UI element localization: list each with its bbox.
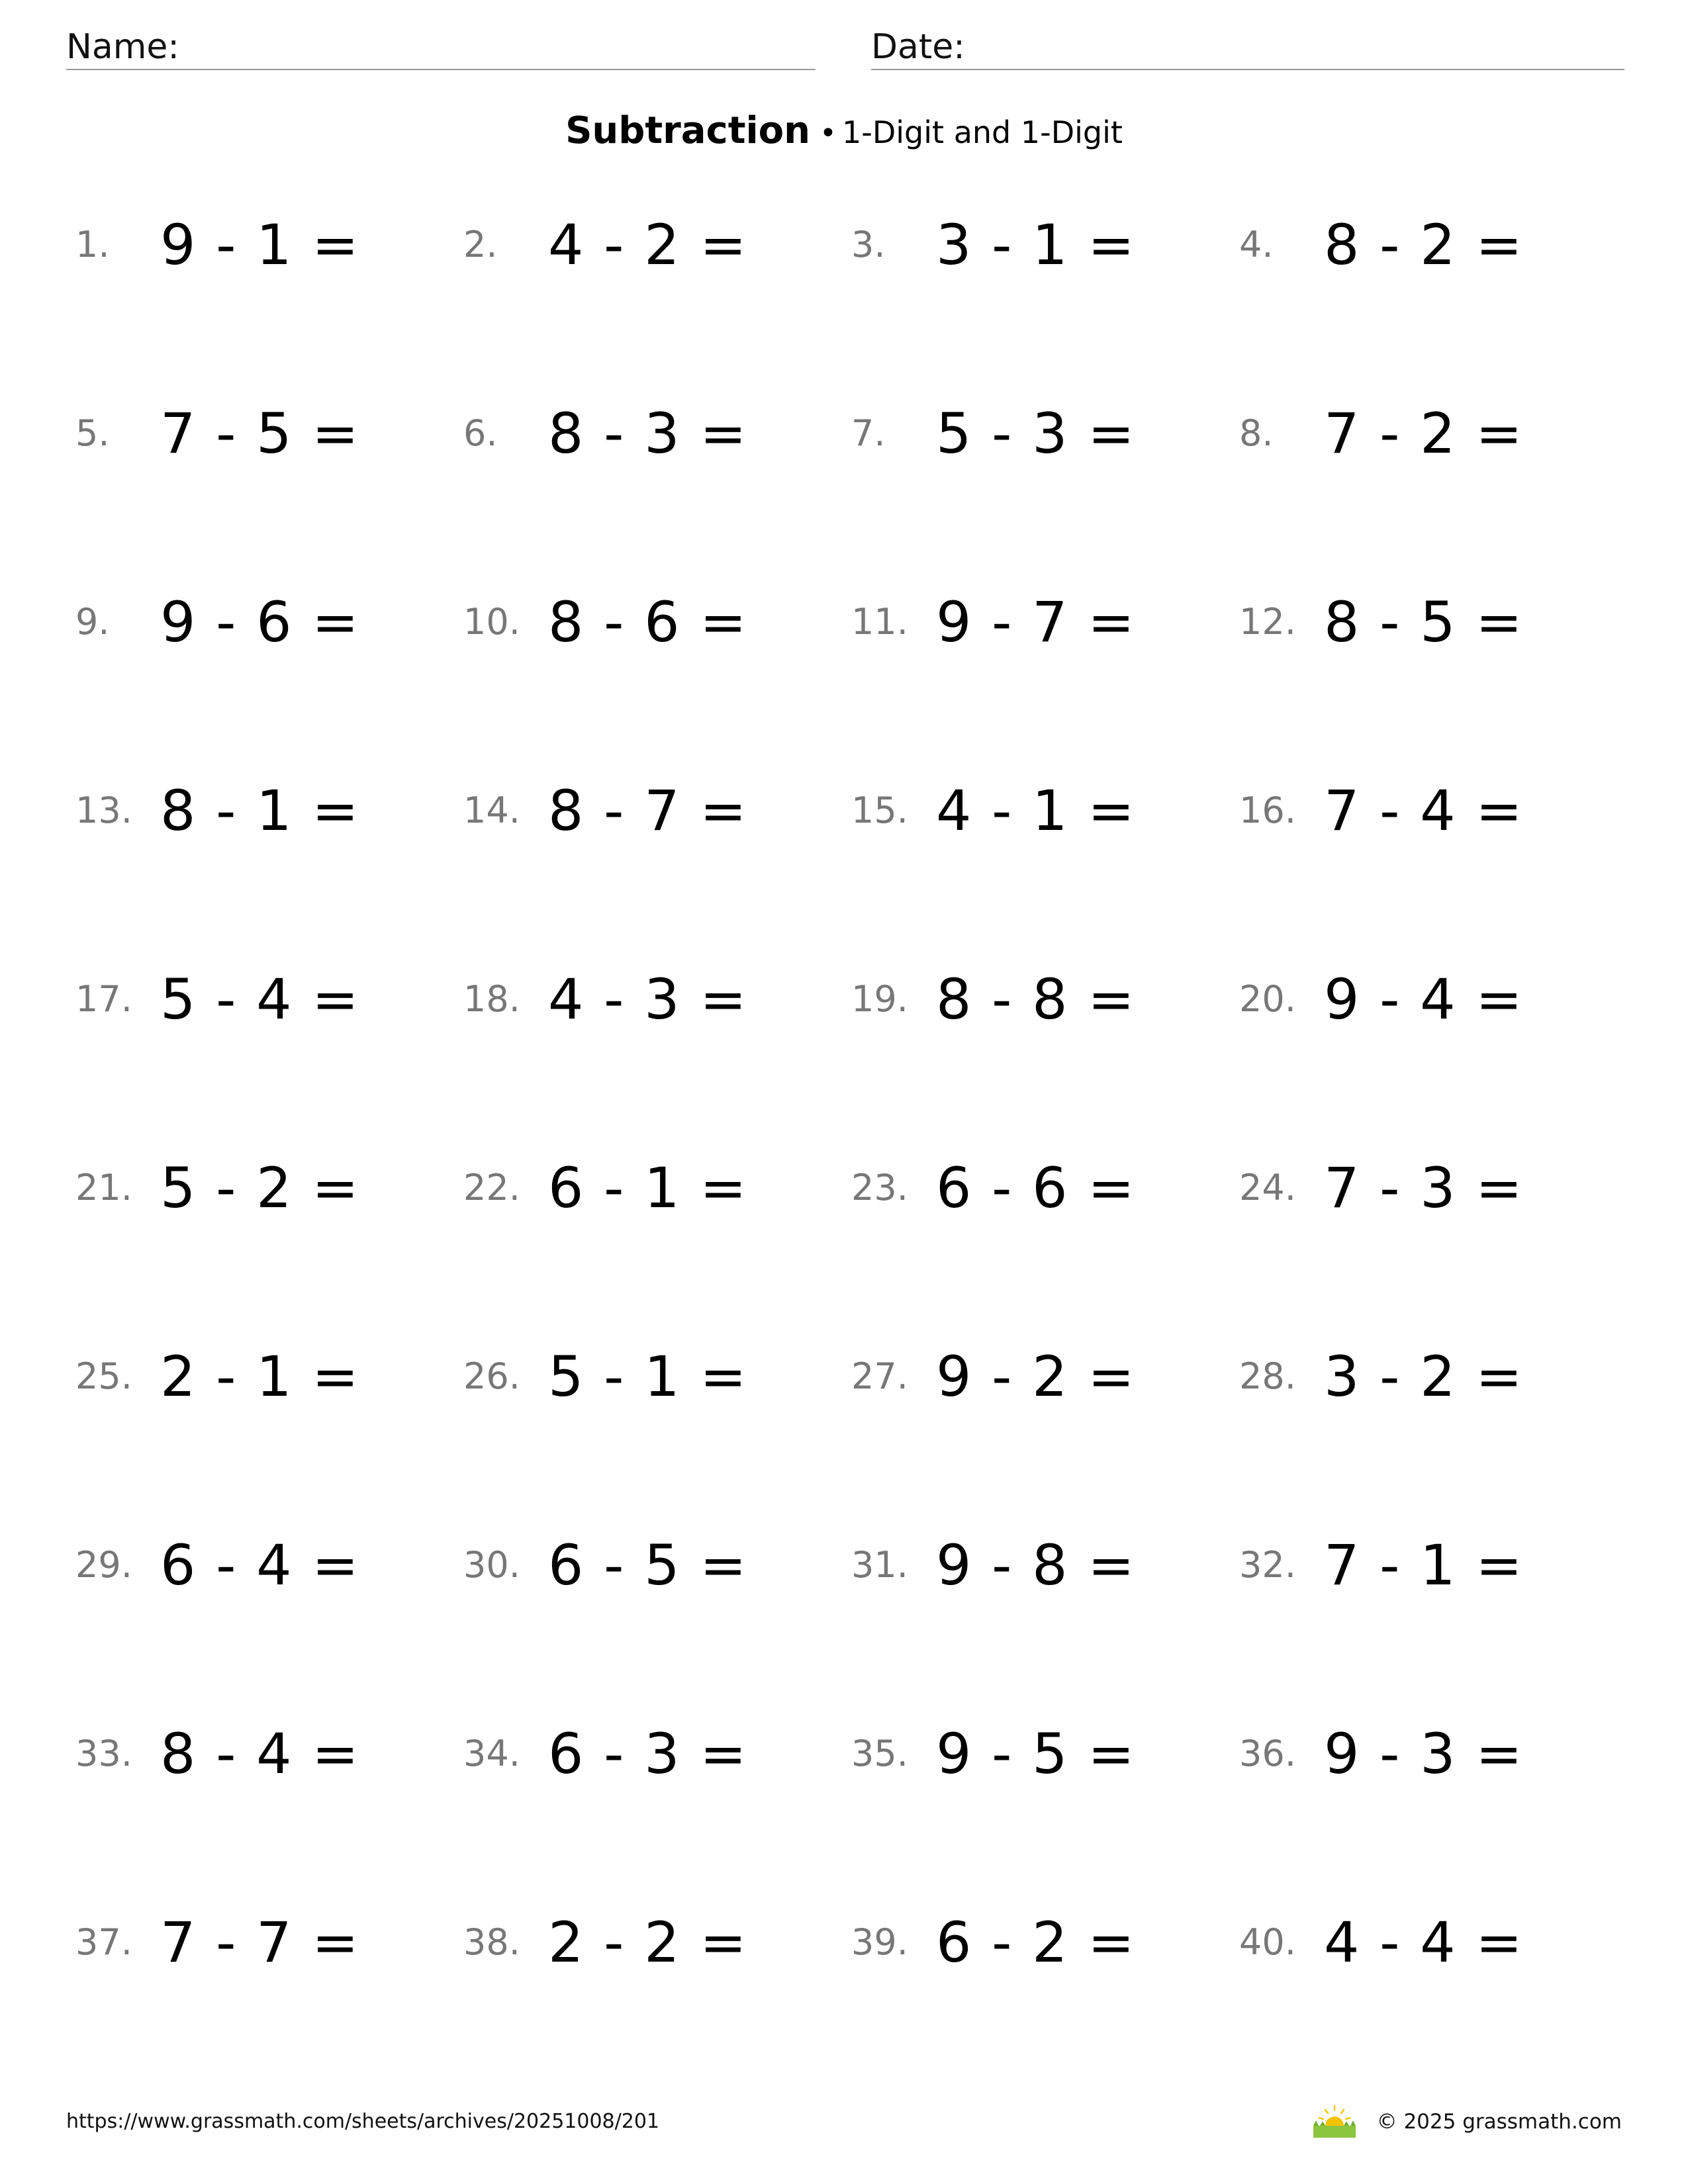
problem-expression: 8 - 3 = bbox=[548, 401, 748, 466]
problem-expression: 6 - 1 = bbox=[548, 1156, 748, 1220]
problem-number: 32. bbox=[1239, 1544, 1296, 1586]
problem-number: 25. bbox=[75, 1355, 132, 1397]
problem-expression: 6 - 3 = bbox=[548, 1721, 748, 1786]
problem-item bbox=[463, 960, 851, 1148]
problem-item bbox=[75, 1525, 463, 1714]
problem-number: 18. bbox=[463, 978, 520, 1020]
problem-item bbox=[75, 394, 463, 582]
problem-item bbox=[463, 1148, 851, 1337]
problem-number: 12. bbox=[1239, 601, 1296, 643]
problem-item bbox=[75, 771, 463, 960]
problem-number: 14. bbox=[463, 790, 520, 831]
problem-expression: 6 - 2 = bbox=[936, 1910, 1136, 1975]
problem-expression: 8 - 5 = bbox=[1324, 590, 1524, 655]
problem-expression: 8 - 4 = bbox=[160, 1721, 360, 1786]
problem-expression: 7 - 1 = bbox=[1324, 1533, 1524, 1598]
problem-item bbox=[1239, 1525, 1627, 1714]
problem-item bbox=[75, 1903, 463, 2091]
date-label: Date: bbox=[871, 27, 965, 67]
problem-expression: 2 - 1 = bbox=[160, 1344, 360, 1409]
problem-expression: 9 - 4 = bbox=[1324, 967, 1524, 1032]
problem-number: 34. bbox=[463, 1733, 520, 1774]
problem-number: 31. bbox=[851, 1544, 908, 1586]
footer-url: https://www.grassmath.com/sheets/archives/20251008/201 bbox=[66, 2110, 660, 2133]
worksheet-title bbox=[0, 105, 1688, 166]
problem-number: 24. bbox=[1239, 1167, 1296, 1208]
problem-number: 3. bbox=[851, 224, 886, 265]
problem-item bbox=[463, 582, 851, 771]
problem-expression: 8 - 8 = bbox=[936, 967, 1136, 1032]
problem-item bbox=[75, 205, 463, 394]
problem-item bbox=[1239, 205, 1627, 394]
problem-item bbox=[851, 1714, 1239, 1903]
problem-number: 37. bbox=[75, 1921, 132, 1963]
problem-expression: 5 - 2 = bbox=[160, 1156, 360, 1220]
problem-expression: 7 - 5 = bbox=[160, 401, 360, 466]
problem-expression: 9 - 1 = bbox=[160, 212, 360, 277]
problem-expression: 6 - 6 = bbox=[936, 1156, 1136, 1220]
problem-expression: 6 - 5 = bbox=[548, 1533, 748, 1598]
problem-number: 1. bbox=[75, 224, 110, 265]
problem-item bbox=[851, 1525, 1239, 1714]
title-subtitle: 1-Digit and 1-Digit bbox=[841, 114, 1123, 150]
problem-number: 11. bbox=[851, 601, 908, 643]
problem-item bbox=[851, 205, 1239, 394]
problem-expression: 7 - 7 = bbox=[160, 1910, 360, 1975]
problem-expression: 5 - 1 = bbox=[548, 1344, 748, 1409]
problem-number: 7. bbox=[851, 412, 886, 454]
problem-number: 27. bbox=[851, 1355, 908, 1397]
problem-expression: 4 - 2 = bbox=[548, 212, 748, 277]
problem-number: 30. bbox=[463, 1544, 520, 1586]
problem-expression: 7 - 4 = bbox=[1324, 778, 1524, 843]
problem-item bbox=[463, 394, 851, 582]
footer-copyright: © 2025 grassmath.com bbox=[1376, 2110, 1622, 2134]
problem-expression: 3 - 1 = bbox=[936, 212, 1136, 277]
problem-item bbox=[851, 1148, 1239, 1337]
problem-number: 38. bbox=[463, 1921, 520, 1963]
problem-item bbox=[851, 582, 1239, 771]
problem-number: 21. bbox=[75, 1167, 132, 1208]
problem-item bbox=[1239, 394, 1627, 582]
problem-number: 28. bbox=[1239, 1355, 1296, 1397]
problem-grid bbox=[75, 205, 1624, 2091]
problem-expression: 8 - 7 = bbox=[548, 778, 748, 843]
problem-expression: 9 - 2 = bbox=[936, 1344, 1136, 1409]
problem-item bbox=[75, 1148, 463, 1337]
problem-expression: 6 - 4 = bbox=[160, 1533, 360, 1598]
problem-expression: 5 - 4 = bbox=[160, 967, 360, 1032]
problem-expression: 5 - 3 = bbox=[936, 401, 1136, 466]
problem-expression: 4 - 3 = bbox=[548, 967, 748, 1032]
problem-item bbox=[851, 1903, 1239, 2091]
problem-item bbox=[1239, 1714, 1627, 1903]
problem-number: 22. bbox=[463, 1167, 520, 1208]
problem-number: 19. bbox=[851, 978, 908, 1020]
problem-item bbox=[463, 205, 851, 394]
problem-expression: 9 - 5 = bbox=[936, 1721, 1136, 1786]
problem-expression: 8 - 2 = bbox=[1324, 212, 1524, 277]
problem-number: 35. bbox=[851, 1733, 908, 1774]
problem-number: 40. bbox=[1239, 1921, 1296, 1963]
problem-number: 36. bbox=[1239, 1733, 1296, 1774]
problem-number: 13. bbox=[75, 790, 132, 831]
problem-item bbox=[1239, 771, 1627, 960]
problem-number: 16. bbox=[1239, 790, 1296, 831]
problem-expression: 9 - 7 = bbox=[936, 590, 1136, 655]
problem-item bbox=[75, 960, 463, 1148]
name-label: Name: bbox=[66, 27, 179, 67]
problem-item bbox=[851, 960, 1239, 1148]
problem-expression: 9 - 3 = bbox=[1324, 1721, 1524, 1786]
problem-number: 10. bbox=[463, 601, 520, 643]
title-separator: • bbox=[820, 116, 837, 150]
problem-number: 23. bbox=[851, 1167, 908, 1208]
problem-item bbox=[1239, 1903, 1627, 2091]
problem-number: 15. bbox=[851, 790, 908, 831]
problem-item bbox=[851, 394, 1239, 582]
problem-expression: 8 - 1 = bbox=[160, 778, 360, 843]
problem-item bbox=[463, 1525, 851, 1714]
problem-item bbox=[1239, 1337, 1627, 1525]
problem-item bbox=[463, 1714, 851, 1903]
date-field[interactable] bbox=[871, 25, 1624, 70]
problem-expression: 3 - 2 = bbox=[1324, 1344, 1524, 1409]
problem-item bbox=[1239, 960, 1627, 1148]
problem-number: 5. bbox=[75, 412, 110, 454]
problem-item bbox=[75, 582, 463, 771]
problem-expression: 4 - 1 = bbox=[936, 778, 1136, 843]
problem-item bbox=[1239, 582, 1627, 771]
problem-expression: 7 - 2 = bbox=[1324, 401, 1524, 466]
problem-number: 20. bbox=[1239, 978, 1296, 1020]
problem-item bbox=[851, 771, 1239, 960]
problem-item bbox=[463, 1337, 851, 1525]
problem-number: 6. bbox=[463, 412, 498, 454]
problem-item bbox=[75, 1337, 463, 1525]
problem-number: 4. bbox=[1239, 224, 1274, 265]
problem-number: 2. bbox=[463, 224, 498, 265]
problem-expression: 2 - 2 = bbox=[548, 1910, 748, 1975]
problem-number: 9. bbox=[75, 601, 110, 643]
footer-brand bbox=[1311, 2103, 1622, 2140]
problem-number: 8. bbox=[1239, 412, 1274, 454]
problem-number: 26. bbox=[463, 1355, 520, 1397]
problem-item bbox=[1239, 1148, 1627, 1337]
problem-expression: 8 - 6 = bbox=[548, 590, 748, 655]
problem-number: 39. bbox=[851, 1921, 908, 1963]
problem-expression: 9 - 6 = bbox=[160, 590, 360, 655]
problem-item bbox=[75, 1714, 463, 1903]
problem-item bbox=[463, 771, 851, 960]
problem-number: 33. bbox=[75, 1733, 132, 1774]
problem-number: 29. bbox=[75, 1544, 132, 1586]
problem-item bbox=[851, 1337, 1239, 1525]
title-main: Subtraction bbox=[565, 109, 811, 152]
problem-expression: 7 - 3 = bbox=[1324, 1156, 1524, 1220]
problem-item bbox=[463, 1903, 851, 2091]
problem-number: 17. bbox=[75, 978, 132, 1020]
grass-sun-logo-icon bbox=[1311, 2103, 1358, 2140]
problem-expression: 9 - 8 = bbox=[936, 1533, 1136, 1598]
problem-expression: 4 - 4 = bbox=[1324, 1910, 1524, 1975]
name-field[interactable] bbox=[66, 25, 816, 70]
